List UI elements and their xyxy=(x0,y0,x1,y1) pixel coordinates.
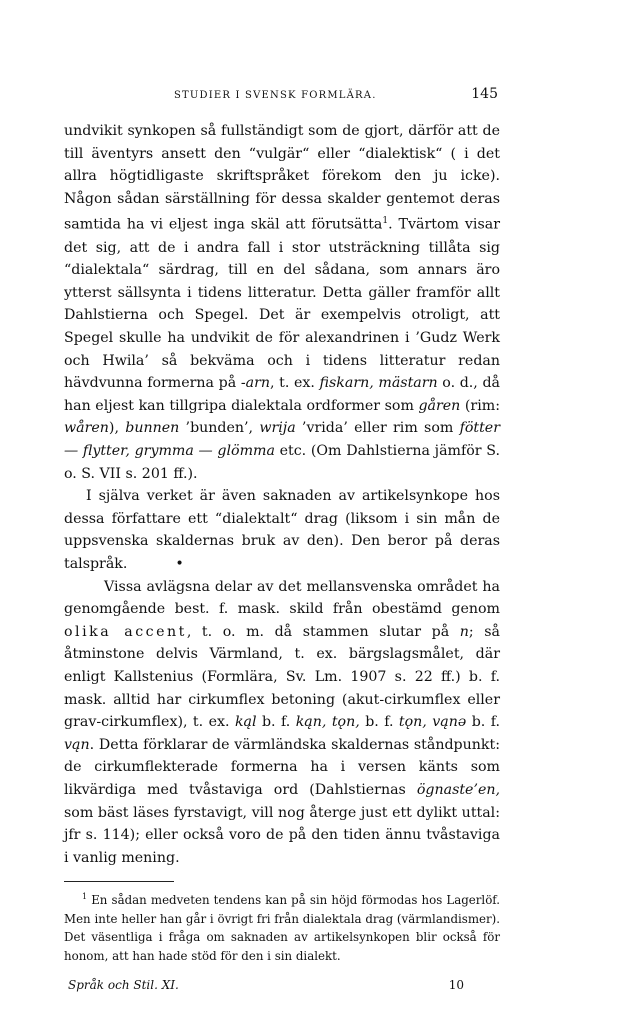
p2-text: I själva verket är även saknaden av artikelsynkope hos dessa författare ett “dialektalt“ drag (liksom i sin mån de uppsvenska skaldernas bruk av den). Den beror på deras talspråk. xyxy=(64,488,500,573)
p1-text-1: undvikit synkopen så fullständigt som de gjort, därför att de till äventyrs ansett den “vulgär“ eller “dialektisk“ ( i det allra högtidligaste skriftspråket förekom den ju icke). Någon sådan särställning för dessa skalder gentemot deras samtida ha vi eljest inga skäl att förutsätta xyxy=(64,123,500,234)
p1-italic-5: bunnen xyxy=(125,420,180,437)
p1-text-4: o. d., då han eljest kan tillgripa dialektala ordformer som xyxy=(64,375,500,414)
paragraph-1 xyxy=(64,120,500,485)
p3-text-2: , t. o. m. då stammen slutar på xyxy=(186,623,460,640)
running-header xyxy=(64,84,500,106)
p3-italic-6: ögnaste’en, xyxy=(416,781,500,798)
footnote-text: En sådan medveten tendens kan på sin höjd förmodas hos Lagerlöf. Men inte heller han går i övrigt fri från dialektala drag (värmlandismer). Det väsentliga i fråga om saknaden av artikelsynkopen blir också för honom, att han hade stöd för den i sin dialekt. xyxy=(64,893,500,964)
signature-number: 10 xyxy=(448,977,464,992)
p1-italic-3: gåren xyxy=(418,397,461,414)
p1-italic-1: -arn xyxy=(240,375,270,392)
p1-text-7: ’bunden’, xyxy=(179,420,260,437)
running-title: STUDIER I SVENSK FORMLÄRA. xyxy=(174,90,377,101)
p3-spaced: olika accent xyxy=(64,623,187,640)
p3-text-3: ; så åtminstone delvis Värmland, t. ex. bärgslagsmålet, där enligt Kallstenius (Formlära, Sv. Lm. 1907 s. 22 ff.) b. f. mask. alltid har cirkumflex betoning (akut-cirkumflex eller grav-cirkumflex), t. ex. xyxy=(64,623,500,731)
journal-signature: Språk och Stil. XI. xyxy=(68,977,179,992)
p3-italic-1: n xyxy=(459,623,469,640)
p3-italic-3: kąn, tǫn, xyxy=(295,714,360,731)
paragraph-3 xyxy=(64,576,500,870)
page-number: 145 xyxy=(471,86,498,102)
p1-italic-6: wrija xyxy=(259,420,296,437)
p3-italic-4: tǫn, vąnə xyxy=(398,714,467,731)
footnote xyxy=(64,888,500,965)
p3-text-1: Vissa avlägsna delar av det mellansvenska området ha genomgående best. f. mask. skild från obestämd genom xyxy=(64,578,500,618)
main-text xyxy=(64,120,500,869)
p1-text-2: . Tvärtom visar det sig, att de i andra fall i stor utsträckning tillåta sig “dialektala“ särdrag, till en del sådana, som annars äro ytterst sällsynta i tidens litteratur. Detta gäller framför allt Dahlstierna och Spegel. Det är exempelvis otroligt, att Spegel skulle ha undvikit de för alexandrinen i ’Gudz Werk och Hwila’ så bekväma och i tidens litteratur redan hävdvunna formerna på xyxy=(64,217,500,392)
p3-italic-2: kąl xyxy=(234,714,257,731)
p3-text-4: b. f. xyxy=(256,714,296,731)
footnote-mark: 1 xyxy=(82,892,88,902)
p1-text-5: (rim: xyxy=(460,397,500,414)
p1-text-9: etc. (Om Dahlstierna jämför S. o. S. VII s. 201 ff.). xyxy=(64,443,500,482)
footnote-divider xyxy=(64,881,174,882)
p3-italic-5: vąn xyxy=(64,736,90,753)
page xyxy=(64,84,500,998)
p1-text-8: ’vrida’ eller rim som xyxy=(295,420,460,437)
paragraph-2 xyxy=(64,485,500,575)
p3-text-5: b. f. xyxy=(359,714,399,731)
p3-text-6: b. f. xyxy=(466,714,500,731)
p3-text-8: som bäst läses fyrstavigt, vill nog återge just ett dylikt uttal: jfr s. 114); eller också voro de på den tiden ännu tvåstaviga i vanlig mening. xyxy=(64,804,500,866)
p3-text-7: . Detta förklarar de värmländska skaldernas ståndpunkt: de cirkumflekterade formerna ha i versen känts som likvärdiga med tvåstaviga ord (Dahlstiernas xyxy=(64,736,500,798)
p1-text-3: , t. ex. xyxy=(269,375,320,392)
page-footer xyxy=(64,974,500,998)
footnote-ref: 1 xyxy=(382,216,389,227)
p1-italic-4: wåren xyxy=(64,420,109,437)
p1-text-6: ), xyxy=(108,420,126,437)
p1-italic-7: fötter — flytter, grymma — glömma xyxy=(64,420,500,460)
p1-italic-2: fiskarn, mästarn xyxy=(319,375,438,392)
stray-dot: • xyxy=(175,556,184,573)
